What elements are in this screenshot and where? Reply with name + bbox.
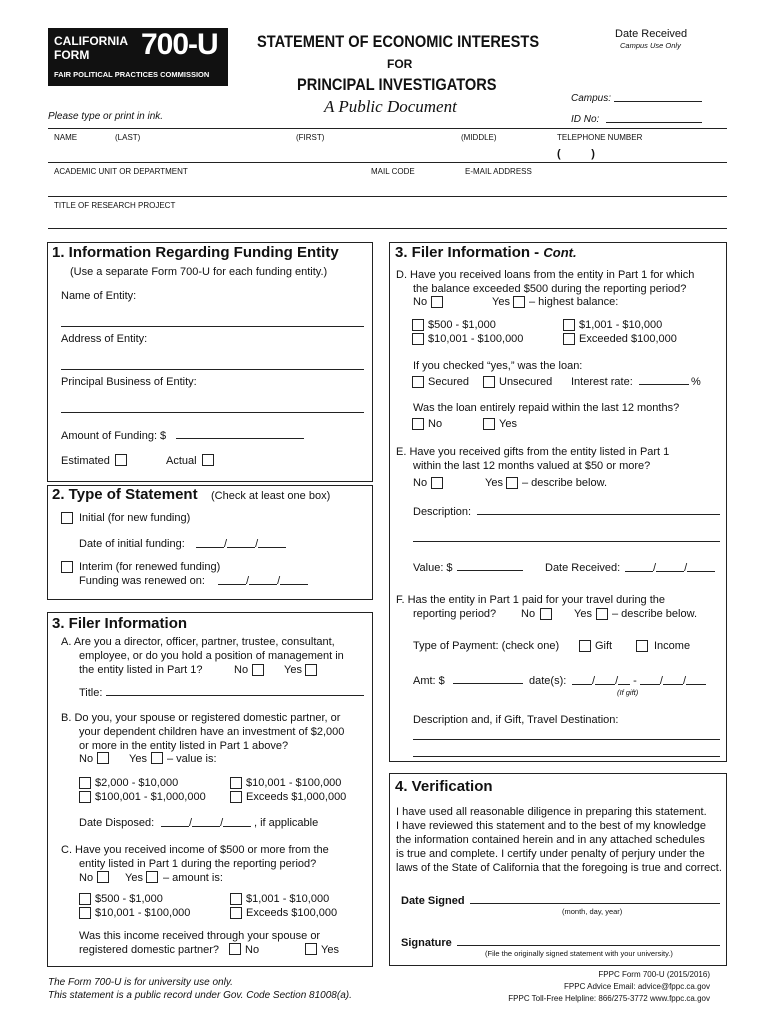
- middle-name-label: (MIDDLE): [461, 133, 497, 142]
- if-gift-note: (If gift): [617, 688, 639, 697]
- f-describe-label: – describe below.: [612, 608, 697, 620]
- footer-advice-email: FPPC Advice Email: advice@fppc.ca.gov: [564, 982, 710, 991]
- form-id-block: [48, 28, 228, 86]
- funding-amount-field[interactable]: [176, 438, 304, 439]
- d-no-label: No: [413, 296, 428, 308]
- mail-code-label: MAIL CODE: [371, 167, 415, 176]
- payment-gift-checkbox[interactable]: [579, 640, 591, 652]
- print-note: Please type or print in ink.: [48, 111, 164, 122]
- income-over-100k-label: Exceeds $100,000: [246, 907, 338, 919]
- question-f-line1: F. Has the entity in Part 1 paid for your travel during the: [396, 594, 666, 606]
- footer-note-1: The Form 700-U is for university use only.: [48, 977, 233, 988]
- form-title: STATEMENT OF ECONOMIC INTERESTS: [257, 32, 540, 51]
- loan-1k-10k-label: $1,001 - $10,000: [579, 319, 663, 331]
- gift-date-field[interactable]: / /: [625, 561, 715, 575]
- spouse-yes-label: Yes: [321, 944, 339, 956]
- loan-10k-100k-label: $10,001 - $100,000: [428, 333, 524, 345]
- question-c-line1: C. Have you received income of $500 or more from the: [61, 844, 329, 856]
- gift-value-label: Value: $: [413, 562, 453, 574]
- campus-field[interactable]: [614, 101, 702, 102]
- repaid-no-label: No: [428, 418, 443, 430]
- unsecured-checkbox[interactable]: [483, 376, 495, 388]
- interest-rate-label: Interest rate:: [571, 376, 633, 388]
- repaid-yes-checkbox[interactable]: [483, 418, 495, 430]
- repaid-question: Was the loan entirely repaid within the last 12 months?: [413, 402, 680, 414]
- question-a-line2: employee, or do you hold a position of management in: [79, 650, 344, 662]
- title-label: Title:: [79, 687, 103, 699]
- entity-name-label: Name of Entity:: [61, 290, 137, 302]
- footer-note-2: This statement is a public record under Gov. Code Section 81008(a).: [48, 990, 352, 1001]
- footer-helpline: FPPC Toll-Free Helpline: 866/275-3772 www.fppc.ca.gov: [508, 994, 710, 1003]
- c-no-label: No: [79, 872, 94, 884]
- e-describe-label: – describe below.: [522, 477, 607, 489]
- payment-type-label: Type of Payment: (check one): [413, 640, 560, 652]
- range-10k-100k-label: $10,001 - $100,000: [246, 777, 342, 789]
- spouse-no-checkbox[interactable]: [229, 943, 241, 955]
- last-name-label: (LAST): [115, 133, 141, 142]
- phone-label: TELEPHONE NUMBER: [557, 133, 643, 142]
- income-1k-10k-label: $1,001 - $10,000: [246, 893, 330, 905]
- gift-date-label: Date Received:: [545, 562, 621, 574]
- section-4-title: 4. Verification: [395, 778, 493, 795]
- entity-business-field[interactable]: [61, 412, 364, 413]
- e-no-label: No: [413, 477, 428, 489]
- question-b-line3: or more in the entity listed in Part 1 above?: [79, 740, 289, 752]
- b-yes-label: Yes: [129, 753, 147, 765]
- first-name-label: (FIRST): [296, 133, 325, 142]
- actual-checkbox[interactable]: [202, 454, 214, 466]
- funding-amount-label: Amount of Funding: $: [61, 430, 167, 442]
- signature-field[interactable]: [457, 945, 720, 946]
- verification-line4: is true and complete. I certify under penalty of perjury under the: [396, 848, 705, 860]
- interest-rate-field[interactable]: [639, 384, 689, 385]
- e-yes-label: Yes: [485, 477, 503, 489]
- date-disposed-field[interactable]: / /: [161, 816, 251, 830]
- question-b-line1: B. Do you, your spouse or registered domestic partner, or: [61, 712, 341, 724]
- repaid-yes-label: Yes: [499, 418, 517, 430]
- d-no-checkbox[interactable]: [431, 296, 443, 308]
- spouse-income-line2: registered domestic partner?: [79, 944, 220, 956]
- personal-info-grid: [48, 128, 727, 229]
- campus-use-label: Campus Use Only: [620, 41, 681, 50]
- spouse-income-line1: Was this income received through your spouse or: [79, 930, 321, 942]
- gift-value-field[interactable]: [457, 570, 523, 571]
- unsecured-label: Unsecured: [499, 376, 553, 388]
- range-10k-100k-checkbox[interactable]: [230, 777, 242, 789]
- f-no-checkbox[interactable]: [540, 608, 552, 620]
- range-2k-10k-checkbox[interactable]: [79, 777, 91, 789]
- project-title-label: TITLE OF RESEARCH PROJECT: [54, 201, 176, 210]
- amount-label: Amt: $: [413, 675, 445, 687]
- estimated-checkbox[interactable]: [115, 454, 127, 466]
- verification-line3: the information contained herein and in any attached schedules: [396, 834, 705, 846]
- range-100k-1m-checkbox[interactable]: [79, 791, 91, 803]
- income-over-100k-checkbox[interactable]: [230, 907, 242, 919]
- repaid-no-checkbox[interactable]: [412, 418, 424, 430]
- verification-line1: I have used all reasonable diligence in preparing this statement.: [396, 806, 707, 818]
- question-e-line1: E. Have you received gifts from the entity listed in Part 1: [396, 446, 670, 458]
- check-one-note: (Check at least one box): [211, 490, 331, 502]
- description-field[interactable]: [477, 514, 720, 515]
- description-label: Description:: [413, 506, 472, 518]
- c-yes-checkbox[interactable]: [146, 871, 158, 883]
- id-label: ID No:: [571, 114, 600, 125]
- payment-gift-label: Gift: [595, 640, 613, 652]
- a-yes-label: Yes: [284, 664, 302, 676]
- section-1-title: 1. Information Regarding Funding Entity: [52, 244, 339, 261]
- b-yes-checkbox[interactable]: [151, 752, 163, 764]
- section-3-title: 3. Filer Information: [52, 615, 188, 632]
- range-2k-10k-label: $2,000 - $10,000: [95, 777, 179, 789]
- question-c-line2: entity listed in Part 1 during the reporting period?: [79, 858, 317, 870]
- travel-description-field[interactable]: [413, 739, 720, 740]
- amount-field[interactable]: [453, 683, 523, 684]
- b-value-label: – value is:: [167, 753, 217, 765]
- travel-description-label: Description and, if Gift, Travel Destination:: [413, 714, 619, 726]
- f-yes-label: Yes: [574, 608, 592, 620]
- question-d-line2: the balance exceeded $500 during the reporting period?: [413, 283, 687, 295]
- footer-form-version: FPPC Form 700-U (2015/2016): [598, 970, 710, 979]
- actual-label: Actual: [166, 455, 197, 467]
- verification-line2: I have reviewed this statement and to the best of my knowledge: [396, 820, 707, 832]
- range-100k-1m-label: $100,001 - $1,000,000: [95, 791, 206, 803]
- a-no-label: No: [234, 664, 249, 676]
- state-label: CALIFORNIA FORM: [54, 34, 128, 62]
- section-2-title: 2. Type of Statement: [52, 486, 198, 503]
- separate-form-note: (Use a separate Form 700-U for each funding entity.): [70, 266, 328, 278]
- travel-description-field-2[interactable]: [413, 756, 720, 757]
- initial-date-field[interactable]: / /: [196, 537, 286, 551]
- description-field-2[interactable]: [413, 541, 720, 542]
- section-3-cont-title: 3. Filer Information - Cont.: [395, 244, 577, 261]
- question-f-line2: reporting period?: [413, 608, 497, 620]
- name-label: NAME: [54, 133, 78, 142]
- spouse-yes-checkbox[interactable]: [305, 943, 317, 955]
- date-disposed-label: Date Disposed:: [79, 817, 155, 829]
- if-applicable-label: , if applicable: [254, 817, 319, 829]
- email-label: E-MAIL ADDRESS: [465, 167, 532, 176]
- a-yes-checkbox[interactable]: [305, 664, 317, 676]
- interim-label: Interim (for renewed funding): [79, 561, 221, 573]
- initial-checkbox[interactable]: [61, 512, 73, 524]
- signature-note: (File the originally signed statement with your university.): [485, 949, 673, 958]
- dept-label: ACADEMIC UNIT OR DEPARTMENT: [54, 167, 188, 176]
- b-no-label: No: [79, 753, 94, 765]
- f-yes-checkbox[interactable]: [596, 608, 608, 620]
- e-no-checkbox[interactable]: [431, 477, 443, 489]
- spouse-no-label: No: [245, 944, 260, 956]
- payment-income-label: Income: [654, 640, 691, 652]
- income-10k-100k-label: $10,001 - $100,000: [95, 907, 191, 919]
- b-no-checkbox[interactable]: [97, 752, 109, 764]
- f-no-label: No: [521, 608, 536, 620]
- c-no-checkbox[interactable]: [97, 871, 109, 883]
- initial-label: Initial (for new funding): [79, 512, 191, 524]
- title-field[interactable]: [106, 695, 364, 696]
- id-field[interactable]: [606, 122, 702, 123]
- verification-line5: laws of the State of California that the foregoing is true and correct.: [396, 862, 722, 874]
- d-yes-checkbox[interactable]: [513, 296, 525, 308]
- date-signed-field[interactable]: [470, 903, 720, 904]
- range-over-1m-checkbox[interactable]: [230, 791, 242, 803]
- campus-label: Campus:: [571, 93, 612, 104]
- loan-500-1k-checkbox[interactable]: [412, 319, 424, 331]
- phone-parens[interactable]: ( ): [557, 148, 595, 160]
- income-10k-100k-checkbox[interactable]: [79, 907, 91, 919]
- entity-address-label: Address of Entity:: [61, 333, 148, 345]
- public-document-label: A Public Document: [324, 97, 457, 116]
- income-1k-10k-checkbox[interactable]: [230, 893, 242, 905]
- question-b-line2: your dependent children have an investment of $2,000: [79, 726, 345, 738]
- highest-balance-label: – highest balance:: [529, 296, 619, 308]
- grid-divider: [48, 196, 727, 197]
- title-for: FOR: [387, 57, 413, 71]
- payment-income-checkbox[interactable]: [636, 640, 648, 652]
- date-received-label: Date Received: [615, 28, 688, 40]
- loan-10k-100k-checkbox[interactable]: [412, 333, 424, 345]
- loan-over-100k-label: Exceeded $100,000: [579, 333, 677, 345]
- loan-question-label: If you checked “yes,” was the loan:: [413, 360, 583, 372]
- a-no-checkbox[interactable]: [252, 664, 264, 676]
- secured-label: Secured: [428, 376, 469, 388]
- loan-500-1k-label: $500 - $1,000: [428, 319, 496, 331]
- income-500-1k-checkbox[interactable]: [79, 893, 91, 905]
- form-number: 700-U: [141, 28, 218, 61]
- question-a-line1: A. Are you a director, officer, partner, trustee, consultant,: [61, 636, 335, 648]
- question-a-line3: the entity listed in Part 1?: [79, 664, 203, 676]
- dates-label: date(s):: [529, 675, 567, 687]
- renewed-date-label: Funding was renewed on:: [79, 575, 205, 587]
- interim-checkbox[interactable]: [61, 561, 73, 573]
- loan-1k-10k-checkbox[interactable]: [563, 319, 575, 331]
- dates-field[interactable]: / / - / /: [572, 674, 706, 688]
- estimated-label: Estimated: [61, 455, 110, 467]
- c-amount-label: – amount is:: [163, 872, 223, 884]
- entity-name-field[interactable]: [61, 326, 364, 327]
- signature-label: Signature: [401, 937, 452, 949]
- commission-label: FAIR POLITICAL PRACTICES COMMISSION: [54, 70, 210, 79]
- grid-divider: [48, 162, 727, 163]
- c-yes-label: Yes: [125, 872, 143, 884]
- renewed-date-field[interactable]: / /: [218, 574, 308, 588]
- secured-checkbox[interactable]: [412, 376, 424, 388]
- date-format-note: (month, day, year): [562, 907, 623, 916]
- form-title-2: PRINCIPAL INVESTIGATORS: [297, 75, 497, 94]
- income-500-1k-label: $500 - $1,000: [95, 893, 163, 905]
- percent-label: %: [691, 376, 701, 388]
- question-e-line2: within the last 12 months valued at $50 or more?: [413, 460, 651, 472]
- initial-date-label: Date of initial funding:: [79, 538, 185, 550]
- question-d-line1: D. Have you received loans from the entity in Part 1 for which: [396, 269, 695, 281]
- loan-over-100k-checkbox[interactable]: [563, 333, 575, 345]
- d-yes-label: Yes: [492, 296, 510, 308]
- entity-address-field[interactable]: [61, 369, 364, 370]
- range-over-1m-label: Exceeds $1,000,000: [246, 791, 347, 803]
- e-yes-checkbox[interactable]: [506, 477, 518, 489]
- entity-business-label: Principal Business of Entity:: [61, 376, 197, 388]
- date-signed-label: Date Signed: [401, 895, 465, 907]
